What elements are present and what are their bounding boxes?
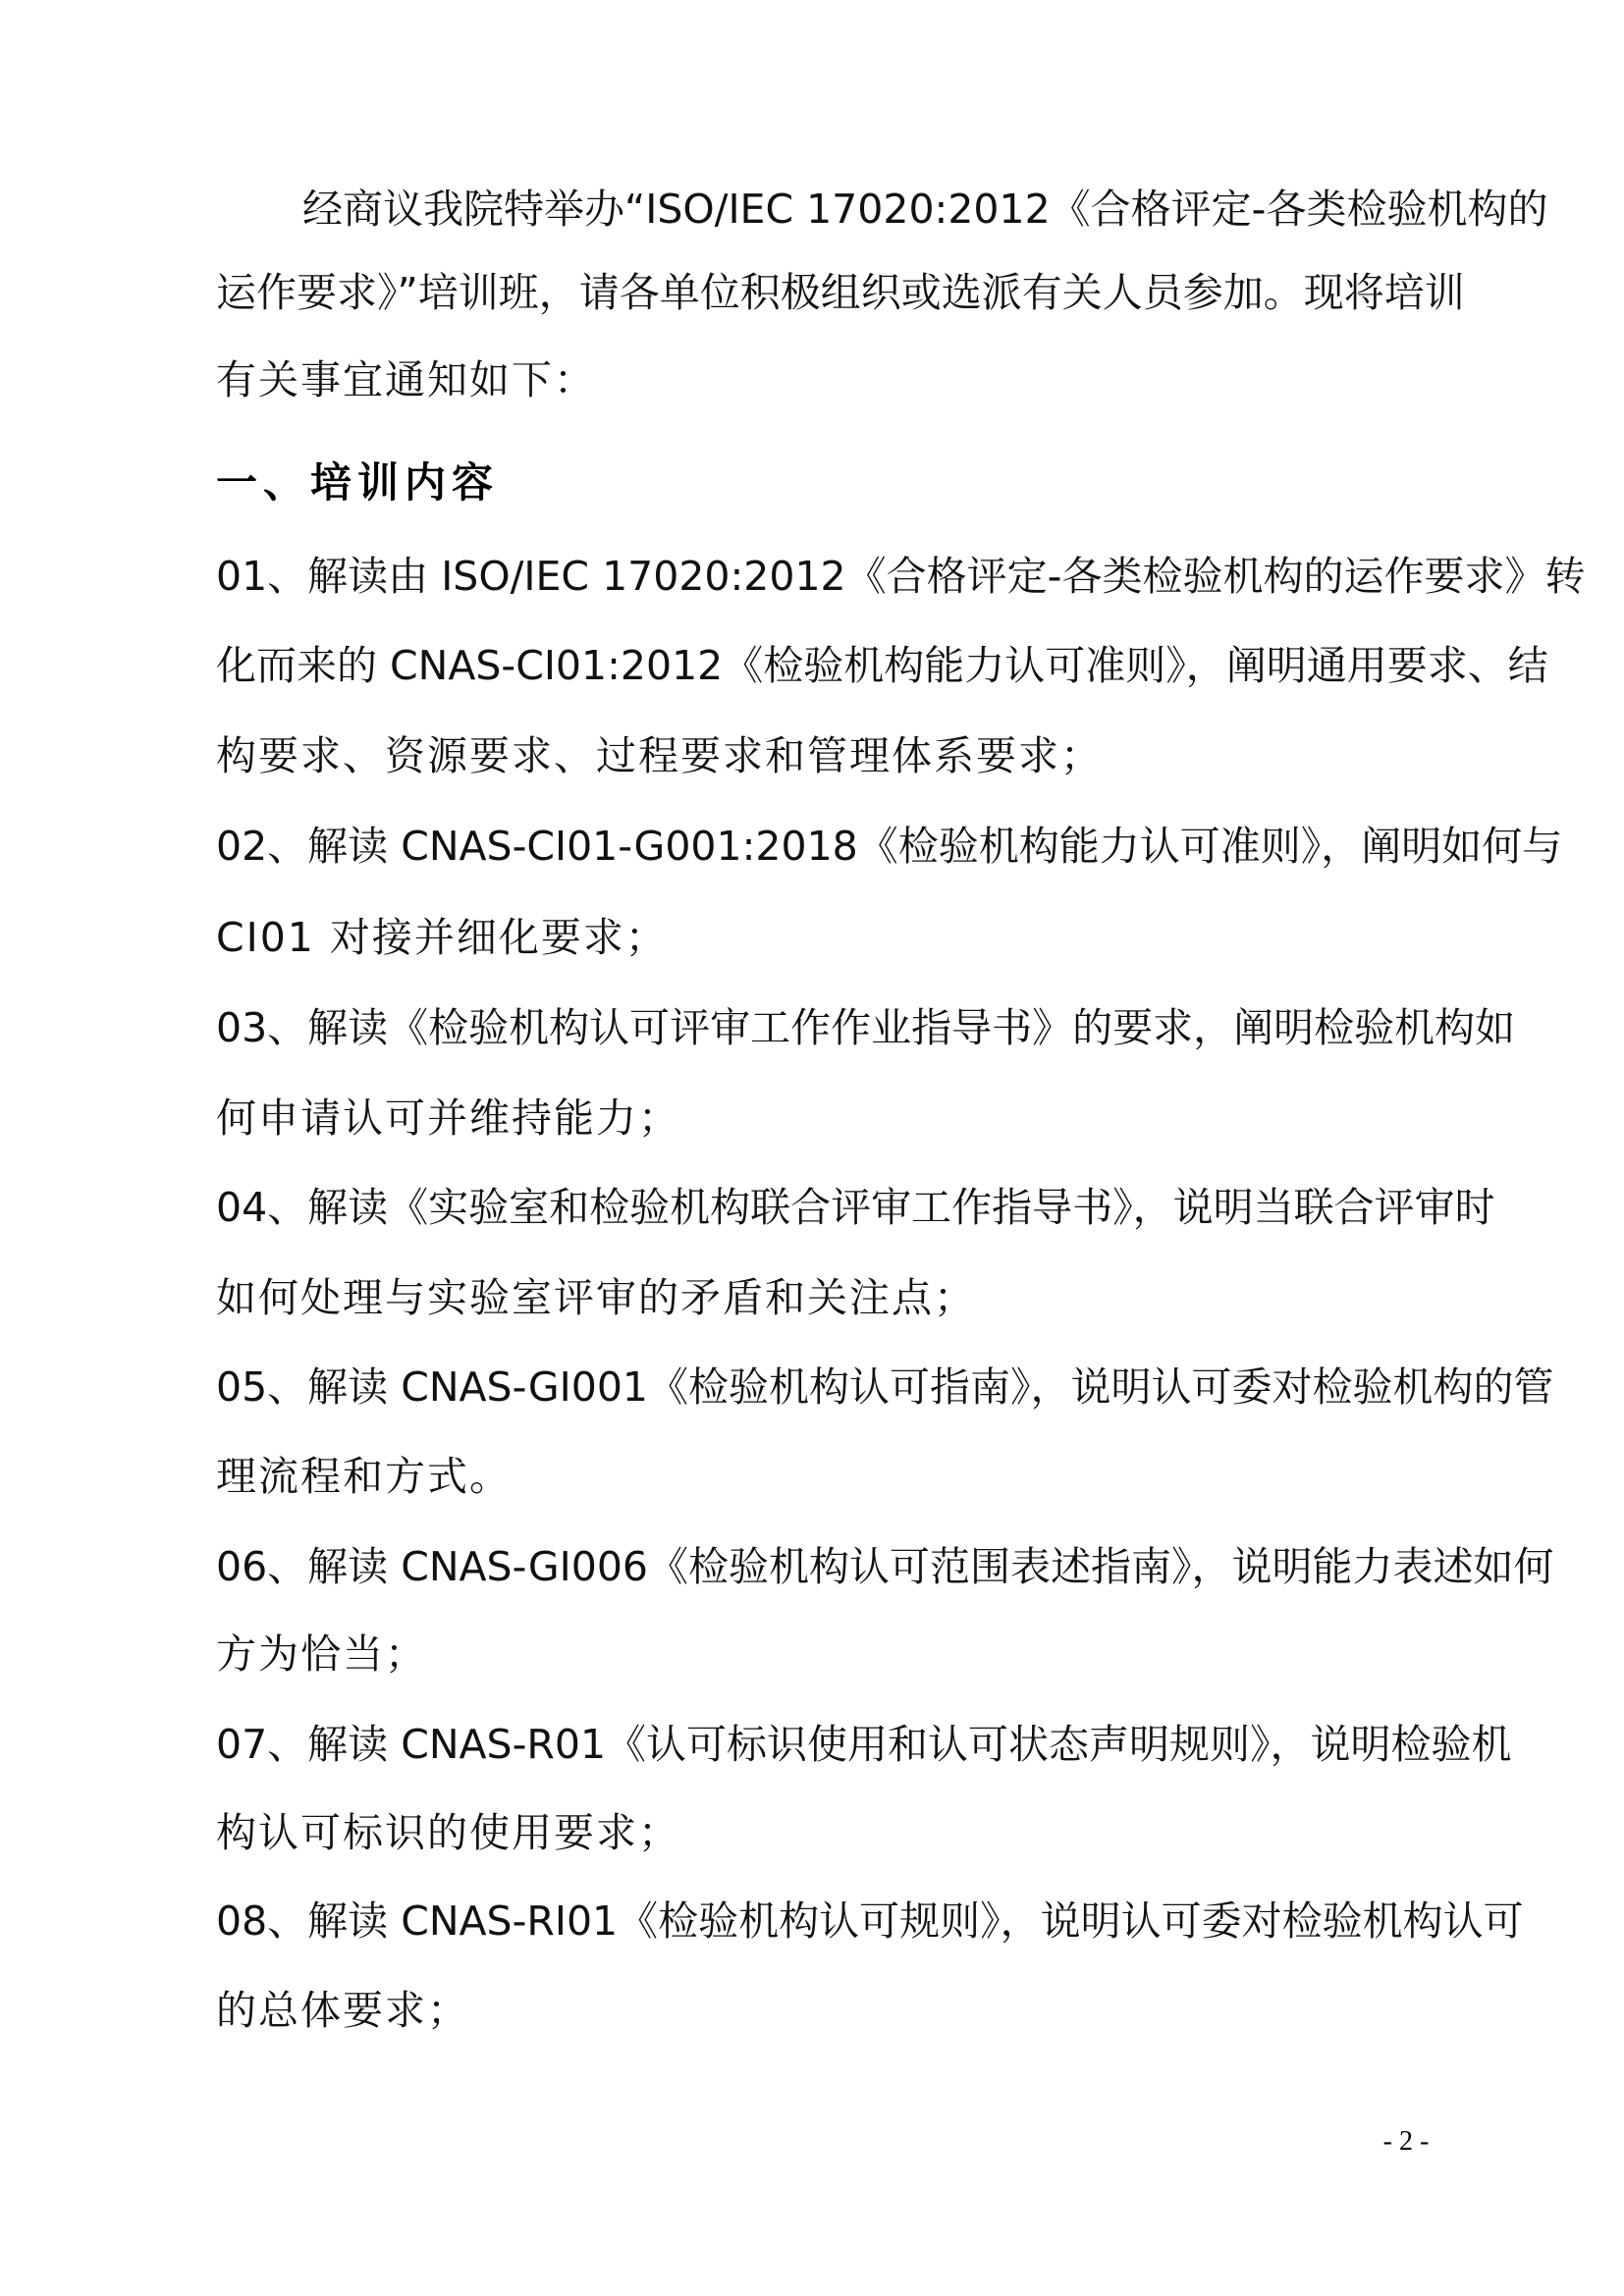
list-item-line: 构要求、资源要求、过程要求和管理体系要求； — [216, 732, 1103, 779]
list-item-line: 何申请认可并维持能力； — [216, 1095, 680, 1142]
intro-line: 经商议我院特举办“ISO/IEC 17020:2012《合格评定-各类检验机构的 — [302, 186, 1548, 233]
list-item-line: 理流程和方式。 — [216, 1453, 512, 1500]
list-item-line: 06、解读 CNAS-GI006《检验机构认可范围表述指南》，说明能力表述如何 — [216, 1543, 1554, 1590]
list-item-line: CI01 对接并细化要求； — [216, 914, 668, 961]
page-number: - 2 - — [1382, 2126, 1430, 2157]
list-item-line: 构认可标识的使用要求； — [216, 1809, 680, 1856]
list-item-line: 07、解读 CNAS-R01《认可标识使用和认可状态声明规则》，说明检验机 — [216, 1721, 1512, 1768]
intro-line: 运作要求》”培训班，请各单位积极组织或选派有关人员参加。现将培训 — [216, 269, 1465, 316]
list-item-line: 方为恰当； — [216, 1630, 427, 1678]
list-item-line: 08、解读 CNAS-RI01《检验机构认可规则》，说明认可委对检验机构认可 — [216, 1897, 1524, 1945]
list-item-line: 05、解读 CNAS-GI001《检验机构认可指南》，说明认可委对检验机构的管 — [216, 1363, 1554, 1411]
list-item-line: 化而来的 CNAS-CI01:2012《检验机构能力认可准则》，阐明通用要求、结 — [216, 642, 1548, 689]
intro-line: 有关事宜通知如下： — [216, 356, 596, 403]
list-item-line: 的总体要求； — [216, 1987, 469, 2034]
list-item-line: 02、解读 CNAS-CI01-G001:2018《检验机构能力认可准则》，阐明如何与 — [216, 823, 1563, 870]
list-item-line: 01、解读由 ISO/IEC 17020:2012《合格评定-各类检验机构的运作要求》转 — [216, 553, 1586, 600]
list-item-line: 如何处理与实验室评审的矛盾和关注点； — [216, 1274, 976, 1321]
section-heading: 一、培训内容 — [216, 458, 500, 507]
list-item-line: 04、解读《实验室和检验机构联合评审工作指导书》，说明当联合评审时 — [216, 1184, 1495, 1231]
list-item-line: 03、解读《检验机构认可评审工作作业指导书》的要求，阐明检验机构如 — [216, 1004, 1516, 1051]
